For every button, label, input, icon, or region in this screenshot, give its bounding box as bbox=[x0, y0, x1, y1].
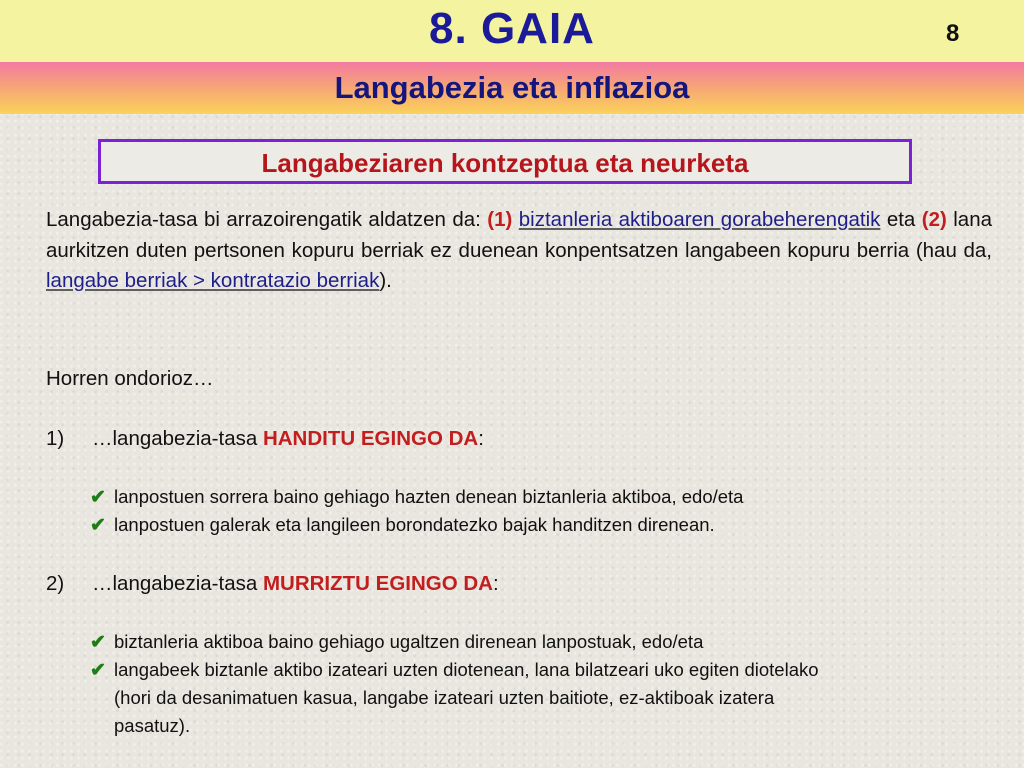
list-item-text: lanpostuen galerak eta langileen borondatezko bajak handitzen direnean. bbox=[114, 514, 715, 535]
section-title: Langabeziaren kontzeptua eta neurketa bbox=[261, 148, 749, 178]
consequence-intro: Horren ondorioz… bbox=[46, 367, 214, 390]
intro-paragraph bbox=[46, 205, 992, 297]
check-icon: ✔ bbox=[90, 487, 106, 508]
paragraph-text: eta bbox=[880, 208, 922, 231]
reason-2: langabe berriak > kontratazio berriak bbox=[46, 269, 380, 292]
reason-marker-1: (1) bbox=[487, 208, 513, 231]
list-item bbox=[90, 514, 715, 537]
paragraph-text: Langabezia-tasa bi arrazoirengatik aldatzen da: bbox=[46, 208, 488, 231]
check-icon: ✔ bbox=[90, 632, 106, 653]
case-suffix: : bbox=[492, 572, 499, 595]
list-item-text: biztanleria aktiboa baino gehiago ugaltzen direnean lanpostuak, edo/eta bbox=[114, 631, 704, 652]
page-number: 8 bbox=[946, 20, 960, 47]
list-item bbox=[90, 631, 703, 654]
list-item-text: langabeek biztanle aktibo izateari uzten diotenean, lana bilatzeari uko egiten diotelako bbox=[114, 659, 819, 680]
list-item bbox=[90, 659, 819, 682]
case-2-heading bbox=[46, 572, 499, 596]
case-prefix: …langabezia-tasa bbox=[92, 427, 263, 450]
case-number: 1) bbox=[46, 427, 65, 450]
case-suffix: : bbox=[478, 427, 484, 450]
list-item-continuation: (hori da desanimatuen kasua, langabe izateari uzten baitiote, ez-aktiboak izatera bbox=[114, 687, 775, 708]
case-1-heading bbox=[46, 427, 484, 451]
paragraph-text: ). bbox=[379, 269, 392, 292]
case-number: 2) bbox=[46, 572, 65, 595]
check-icon: ✔ bbox=[90, 515, 106, 536]
slide-title: 8. GAIA bbox=[429, 4, 595, 53]
check-icon: ✔ bbox=[90, 660, 106, 681]
paragraph-text: lana aurkitzen duten pertsonen kopuru berriak ez duenean konpentsatzen langabeen kopuru berria (hau da, bbox=[46, 208, 992, 262]
case-keyword: HANDITU EGINGO DA bbox=[262, 427, 479, 450]
reason-marker-2: (2) bbox=[921, 208, 947, 231]
case-keyword: MURRIZTU EGINGO DA bbox=[262, 572, 493, 595]
list-item-text: lanpostuen sorrera baino gehiago hazten denean biztanleria aktiboa, edo/eta bbox=[114, 486, 744, 507]
case-prefix: …langabezia-tasa bbox=[92, 572, 263, 595]
list-item-continuation: pasatuz). bbox=[114, 715, 191, 736]
reason-1: biztanleria aktiboaren gorabeherengatik bbox=[518, 208, 881, 231]
slide-subtitle: Langabezia eta inflazioa bbox=[334, 70, 690, 105]
list-item bbox=[90, 486, 743, 509]
